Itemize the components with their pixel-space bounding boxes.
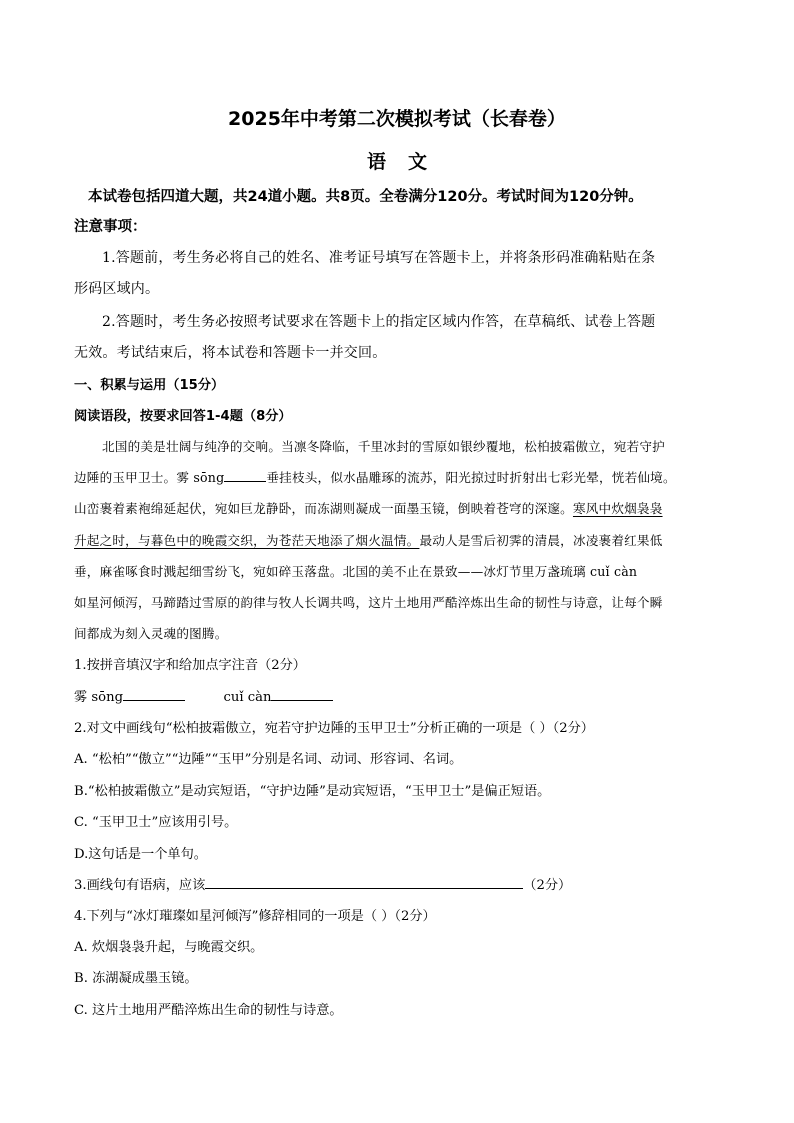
passage-line-2-start: 边陲的玉甲卫士。雾 sōng — [74, 470, 225, 485]
question-1-answers — [74, 686, 734, 705]
exam-title: 2025年中考第二次模拟考试（长春卷） — [228, 108, 566, 130]
notice-item-1-cont: 形码区域内。 — [74, 281, 160, 297]
passage-line-1: 北国的美是壮阔与纯净的交响。当凛冬降临，千里冰封的雪原如银纱覆地，松柏披霜傲立，宛若守护 — [102, 439, 665, 454]
passage-line-5: 垂，麻雀啄食时溅起细雪纷飞，宛如碎玉落盘。北国的美不止在景致——冰灯节里万盏琉璃 cuǐ càn — [74, 564, 638, 579]
section-subheading: 阅读语段，按要求回答1-4题（8分） — [74, 409, 292, 424]
notice-item-2: 2.答题时，考生务必按照考试要求在答题卡上的指定区域内作答，在草稿纸、试卷上答题 — [102, 314, 656, 330]
question-4-option-c: C. 这片土地用严酷淬炼出生命的韧性与诗意。 — [74, 1003, 343, 1018]
passage-line-7: 间都成为刻入灵魂的图腾。 — [74, 626, 228, 641]
passage-line-3 — [74, 498, 734, 517]
underlined-sentence-part-2: 升起之时，与暮色中的晚霞交织，为苍茫天地添了烟火温情。 — [74, 533, 420, 548]
passage-line-4-end: 最动人是雪后初霁的清晨，冰凌裹着红果低 — [419, 533, 663, 548]
notice-item-1: 1.答题前，考生务必将自己的姓名、准考证号填写在答题卡上，并将条形码准确粘贴在条 — [102, 250, 656, 266]
exam-summary: 本试卷包括四道大题，共24道小题。共8页。全卷满分120分。考试时间为120分钟。 — [88, 189, 643, 205]
q3-prompt: 3.画线句有语病，应该 — [74, 878, 206, 893]
question-4-option-a: A. 炊烟袅袅升起，与晚霞交织。 — [74, 940, 264, 955]
q3-answer-blank[interactable] — [205, 876, 523, 889]
passage-line-3-start: 山峦裹着素袍绵延起伏，宛如巨龙静卧，而冻湖则凝成一面墨玉镜，倒映着苍穹的深邃。 — [74, 501, 573, 516]
question-2: 2.对文中画线句“松柏披霜傲立，宛若守护边陲的玉甲卫士”分析正确的一项是（ ）（2分） — [74, 721, 594, 736]
q1-part-b-label: cuǐ càn — [223, 690, 272, 705]
q1-part-a-label: 雾 sōng — [74, 690, 124, 705]
q1-part-b-blank[interactable] — [271, 688, 333, 701]
passage-line-4 — [74, 530, 734, 549]
question-1: 1.按拼音填汉字和给加点字注音（2分） — [74, 658, 306, 673]
section-heading: 一、积累与运用（15分） — [74, 378, 225, 393]
question-3 — [74, 874, 734, 893]
q1-part-a-blank[interactable] — [123, 688, 185, 701]
question-4: 4.下列与“冰灯璀璨如星河倾泻”修辞相同的一项是（ ）（2分） — [74, 909, 436, 924]
question-2-option-c: C. “玉甲卫士”应该用引号。 — [74, 815, 238, 830]
underlined-sentence-part-1: 寒风中炊烟袅袅 — [572, 501, 663, 516]
question-2-option-d: D.这句话是一个单句。 — [74, 847, 207, 862]
blank-line — [224, 469, 266, 482]
subject-title: 语文 — [366, 151, 449, 173]
question-2-option-a: A. “松柏”“傲立”“边陲”“玉甲”分别是名词、动词、形容词、名词。 — [74, 752, 463, 767]
notice-item-2-cont: 无效。考试结束后，将本试卷和答题卡一并交回。 — [74, 345, 387, 361]
q3-points: （2分） — [523, 878, 572, 893]
question-4-option-b: B. 冻湖凝成墨玉镜。 — [74, 971, 198, 986]
passage-line-2-end: 垂挂枝头，似水晶雕琢的流苏，阳光掠过时折射出七彩光晕，恍若仙境。 — [266, 470, 676, 485]
passage-line-6: 如星河倾泻，马蹄踏过雪原的韵律与牧人长调共鸣，这片土地用严酷淬炼出生命的韧性与诗意，让每个瞬 — [74, 595, 663, 610]
notice-title: 注意事项： — [74, 219, 147, 235]
question-2-option-b: B.“松柏披霜傲立”是动宾短语，“守护边陲”是动宾短语，“玉甲卫士”是偏正短语。 — [74, 784, 551, 799]
passage-line-2 — [74, 467, 734, 486]
